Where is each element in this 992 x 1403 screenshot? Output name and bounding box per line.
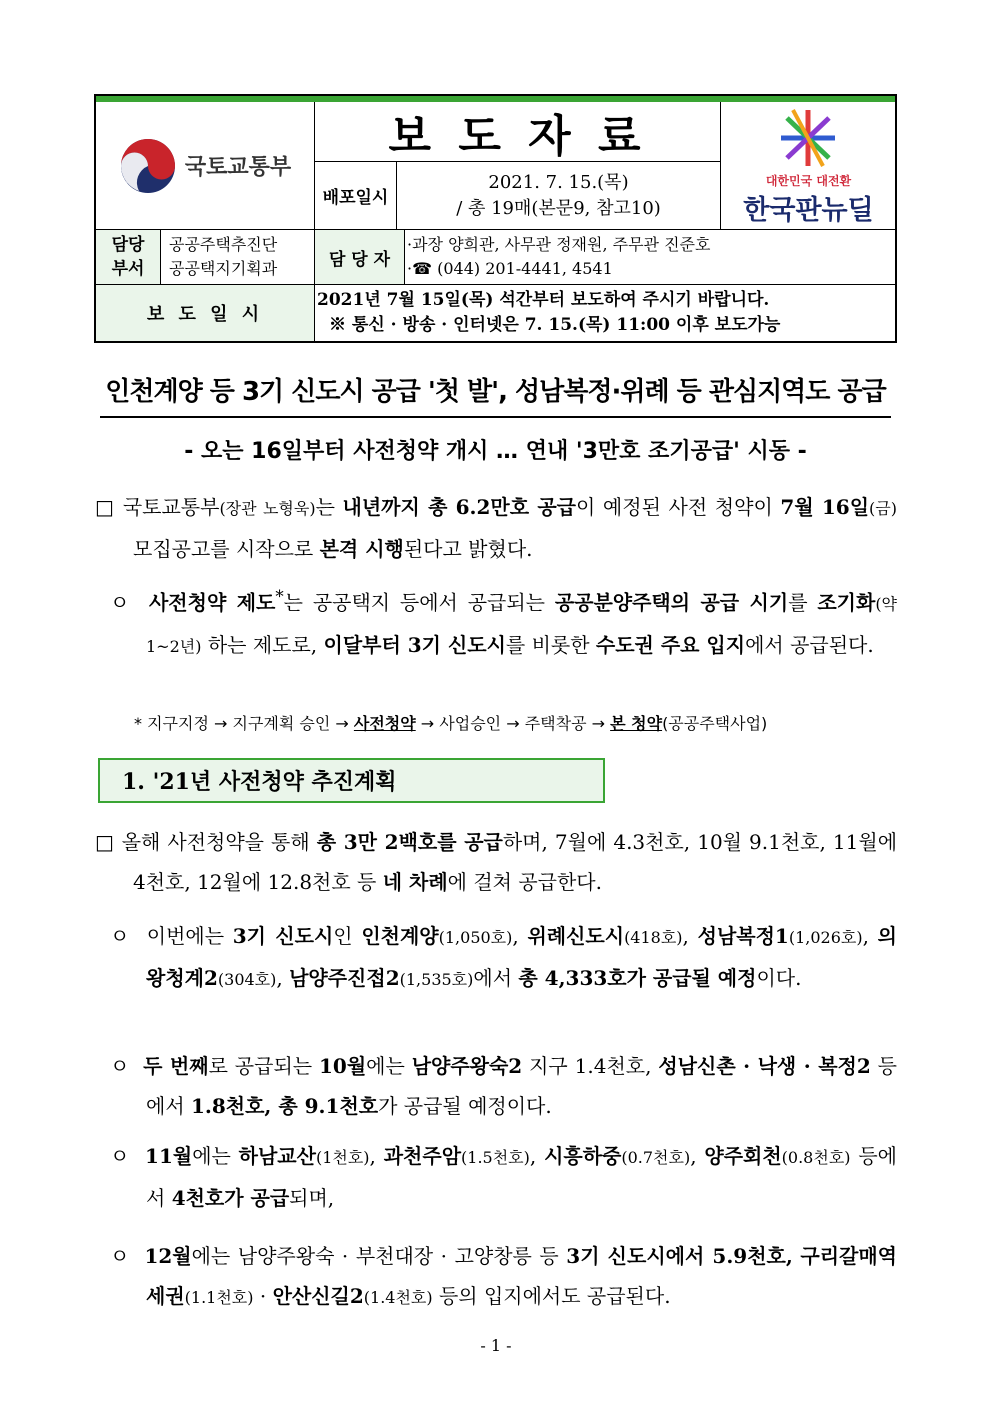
p6-o: 4천호가 공급 [171, 1186, 290, 1210]
p7-j: 등의 입지에서도 공급된다. [432, 1284, 671, 1308]
paragraph-3 [95, 822, 897, 902]
p2-a: 사전청약 제도 [148, 590, 276, 615]
paragraph-7 [110, 1236, 897, 1318]
release-date: 2021. 7. 15.(목) [488, 172, 629, 193]
dept-label-1: 담당 [111, 235, 145, 255]
circle-bullet: ㅇ [110, 590, 130, 615]
p5-e: 남양주왕숙2 [411, 1054, 523, 1078]
contact-people: ·과장 양희관, 사무관 정재원, 주무관 진준호 [407, 235, 711, 254]
p5-d: 에는 [366, 1054, 412, 1078]
p3-a: 올해 사전청약을 통해 [121, 830, 317, 854]
slogan-top: 대한민국 대전환 [765, 174, 852, 188]
p4-t: 이다. [756, 966, 802, 990]
p1-e: 이 예정된 사전 청약이 [575, 495, 781, 519]
p1-c: 는 [315, 495, 343, 519]
contact-phone: ·☎ (044) 201-4441, 4541 [407, 259, 613, 278]
p2-e: 조기화 [817, 590, 876, 615]
p5-c: 10월 [318, 1054, 367, 1078]
p4-q: (1,535호) [399, 970, 474, 989]
p5-b: 로 공급되는 [208, 1054, 319, 1078]
press-header [94, 94, 897, 343]
page-number: - 1 - [480, 1336, 512, 1355]
p6-d: (1천호) [315, 1148, 370, 1167]
p6-p: 되며, [289, 1186, 335, 1210]
p6-n: 등에서 [146, 1144, 897, 1210]
paragraph-4 [110, 916, 897, 1000]
p6-j: (0.7천호) [621, 1148, 691, 1167]
p6-c: 하남교산 [238, 1144, 316, 1168]
p6-a: 11월 [145, 1144, 193, 1168]
p1-i: 본격 시행 [319, 537, 404, 561]
headline: 인천계양 등 3기 신도시 공급 '첫 발', 성남복정·위례 등 관심지역도 공급 [105, 377, 886, 407]
p7-e: 구리갈매역세권 [146, 1244, 897, 1308]
p6-l: 양주회천 [704, 1144, 782, 1168]
p2-star: * [275, 587, 284, 606]
p5-h: 등에서 [146, 1054, 897, 1118]
p4-r: 에서 [473, 966, 519, 990]
p2-k: 에서 공급된다. [745, 632, 874, 657]
p2-b: 는 공공택지 등에서 공급되는 [283, 590, 555, 615]
paragraph-5 [110, 1046, 897, 1126]
circle-bullet: ㅇ [110, 1054, 130, 1078]
p5-j: 가 공급될 예정이다. [378, 1094, 552, 1118]
note-c: → 사업승인 → 주택착공 → [415, 714, 611, 733]
p5-i: 1.8천호, 총 9.1천호 [191, 1094, 379, 1118]
p4-g: 위례신도시 [527, 924, 625, 948]
p4-f: , [512, 924, 528, 948]
embargo-label: 보 도 일 시 [96, 284, 314, 341]
dept-name-1: 공공주택추진단 [169, 235, 278, 254]
p7-i: (1.4천호) [363, 1288, 433, 1307]
p2-j: 수도권 주요 입지 [595, 632, 746, 657]
ministry-logo-cell [96, 102, 314, 229]
note-a: * 지구지정 → 지구계획 승인 → [134, 714, 354, 733]
p6-h: , [529, 1144, 545, 1168]
p6-e: , [369, 1144, 384, 1168]
p2-h: 이달부터 3기 신도시 [323, 632, 506, 657]
p3-b: 총 3만 2백호를 공급 [316, 830, 503, 854]
p5-a: 두 번째 [143, 1054, 209, 1078]
p4-l: , [862, 924, 878, 948]
p7-a: 12월 [144, 1244, 192, 1268]
new-deal-logo-cell [720, 102, 895, 229]
release-label: 배포일시 [314, 162, 396, 229]
p6-f: 과천주암 [383, 1144, 462, 1168]
p2-c: 공공분양주택의 공급 시기 [554, 590, 789, 615]
p4-m: 의왕청계2 [146, 924, 897, 990]
dept-label [96, 229, 160, 284]
p4-i: , [682, 924, 698, 948]
p7-c: 3기 신도시에서 5.9천호, [566, 1244, 793, 1268]
embargo-line-2: ※ 통신 · 방송 · 인터넷은 7. 15.(목) 11:00 이후 보도가능 [329, 315, 781, 335]
p2-g: 하는 제도로, [201, 632, 324, 657]
contact-info [404, 229, 895, 284]
p1-a: 국토교통부 [122, 495, 220, 519]
ministry-name: 국토교통부 [184, 155, 292, 180]
contact-label: 담 당 자 [314, 229, 404, 284]
p1-b: (장관 노형욱) [219, 499, 316, 518]
paragraph-1 [95, 487, 897, 569]
p6-g: (1.5천호) [461, 1148, 530, 1167]
p1-j: 된다고 밝혔다. [403, 537, 533, 561]
note-d: 본 청약 [610, 714, 663, 733]
p4-c: 인 [333, 924, 362, 948]
p6-i: 시흥하중 [544, 1144, 622, 1168]
p4-e: (1,050호) [438, 928, 513, 947]
p2-d: 를 [788, 590, 818, 615]
p5-f: 지구 1.4천호, [522, 1054, 659, 1078]
p2-i: 를 비롯한 [505, 632, 596, 657]
p2-f: (약 1~2년) [146, 594, 898, 656]
p1-f: 7월 16일 [780, 495, 870, 519]
p4-o: , [276, 966, 290, 990]
p4-k: (1,026호) [788, 928, 863, 947]
p4-j: 성남복정1 [697, 924, 789, 948]
embargo-info [314, 284, 895, 341]
section-1-title: 1. '21년 사전청약 추진계획 [98, 758, 605, 803]
p7-f: (1.1천호) [184, 1288, 254, 1307]
p4-h: (418호) [624, 928, 683, 947]
p7-g: · [253, 1284, 273, 1308]
p7-b: 에는 남양주왕숙 · 부천대장 · 고양창릉 등 [191, 1244, 567, 1268]
circle-bullet: ㅇ [110, 924, 130, 948]
ministry-emblem-icon [119, 137, 177, 195]
square-bullet: □ [95, 830, 115, 854]
note-b: 사전청약 [353, 714, 416, 733]
p3-e: 에 걸쳐 공급한다. [447, 870, 602, 894]
p1-g: (금) [869, 499, 897, 518]
p7-h: 안산신길2 [272, 1284, 364, 1308]
p4-d: 인천계양 [361, 924, 439, 948]
paragraph-2 [110, 577, 897, 667]
process-note [134, 710, 894, 738]
press-title: 보 도 자 료 [314, 102, 720, 162]
circle-bullet: ㅇ [110, 1244, 130, 1268]
circle-bullet: ㅇ [110, 1144, 130, 1168]
p3-c: 하며, 7월에 4.3천호, 10월 9.1천호, 11월에 4천호, 12월에 12.8천호 등 [133, 830, 898, 894]
p4-s: 총 4,333호가 공급될 예정 [518, 966, 757, 990]
headline-underline [100, 416, 891, 418]
dept-name [160, 229, 314, 284]
p4-p: 남양주진접2 [289, 966, 400, 990]
square-bullet: □ [95, 495, 116, 519]
p3-d: 네 차례 [382, 870, 448, 894]
p1-d: 내년까지 총 6.2만호 공급 [342, 495, 576, 519]
p1-h: 모집공고를 시작으로 [133, 537, 320, 561]
p6-m: (0.8천호) [781, 1148, 851, 1167]
dept-label-2: 부서 [111, 259, 145, 279]
embargo-line-1: 2021년 7월 15일(목) 석간부터 보도하여 주시기 바랍니다. [317, 290, 770, 310]
p4-a: 이번에는 [146, 924, 233, 948]
release-info [396, 162, 720, 229]
p4-b: 3기 신도시 [232, 924, 334, 948]
p5-g: 성남신촌 · 낙생 · 복정2 [658, 1054, 871, 1078]
p4-n: (304호) [217, 970, 277, 989]
dept-name-2: 공공택지기획과 [169, 259, 278, 278]
new-deal-logo-icon [773, 108, 843, 168]
p6-b: 에는 [192, 1144, 239, 1168]
p6-k: , [690, 1144, 705, 1168]
slogan-main: 한국판뉴딜 [743, 195, 874, 226]
subheadline: - 오는 16일부터 사전청약 개시 … 연내 '3만호 조기공급' 시동 - [184, 439, 807, 464]
note-e: (공공주택사업) [662, 714, 768, 733]
page-count: / 총 19매(본문9, 참고10) [456, 198, 661, 219]
paragraph-6 [110, 1136, 897, 1218]
